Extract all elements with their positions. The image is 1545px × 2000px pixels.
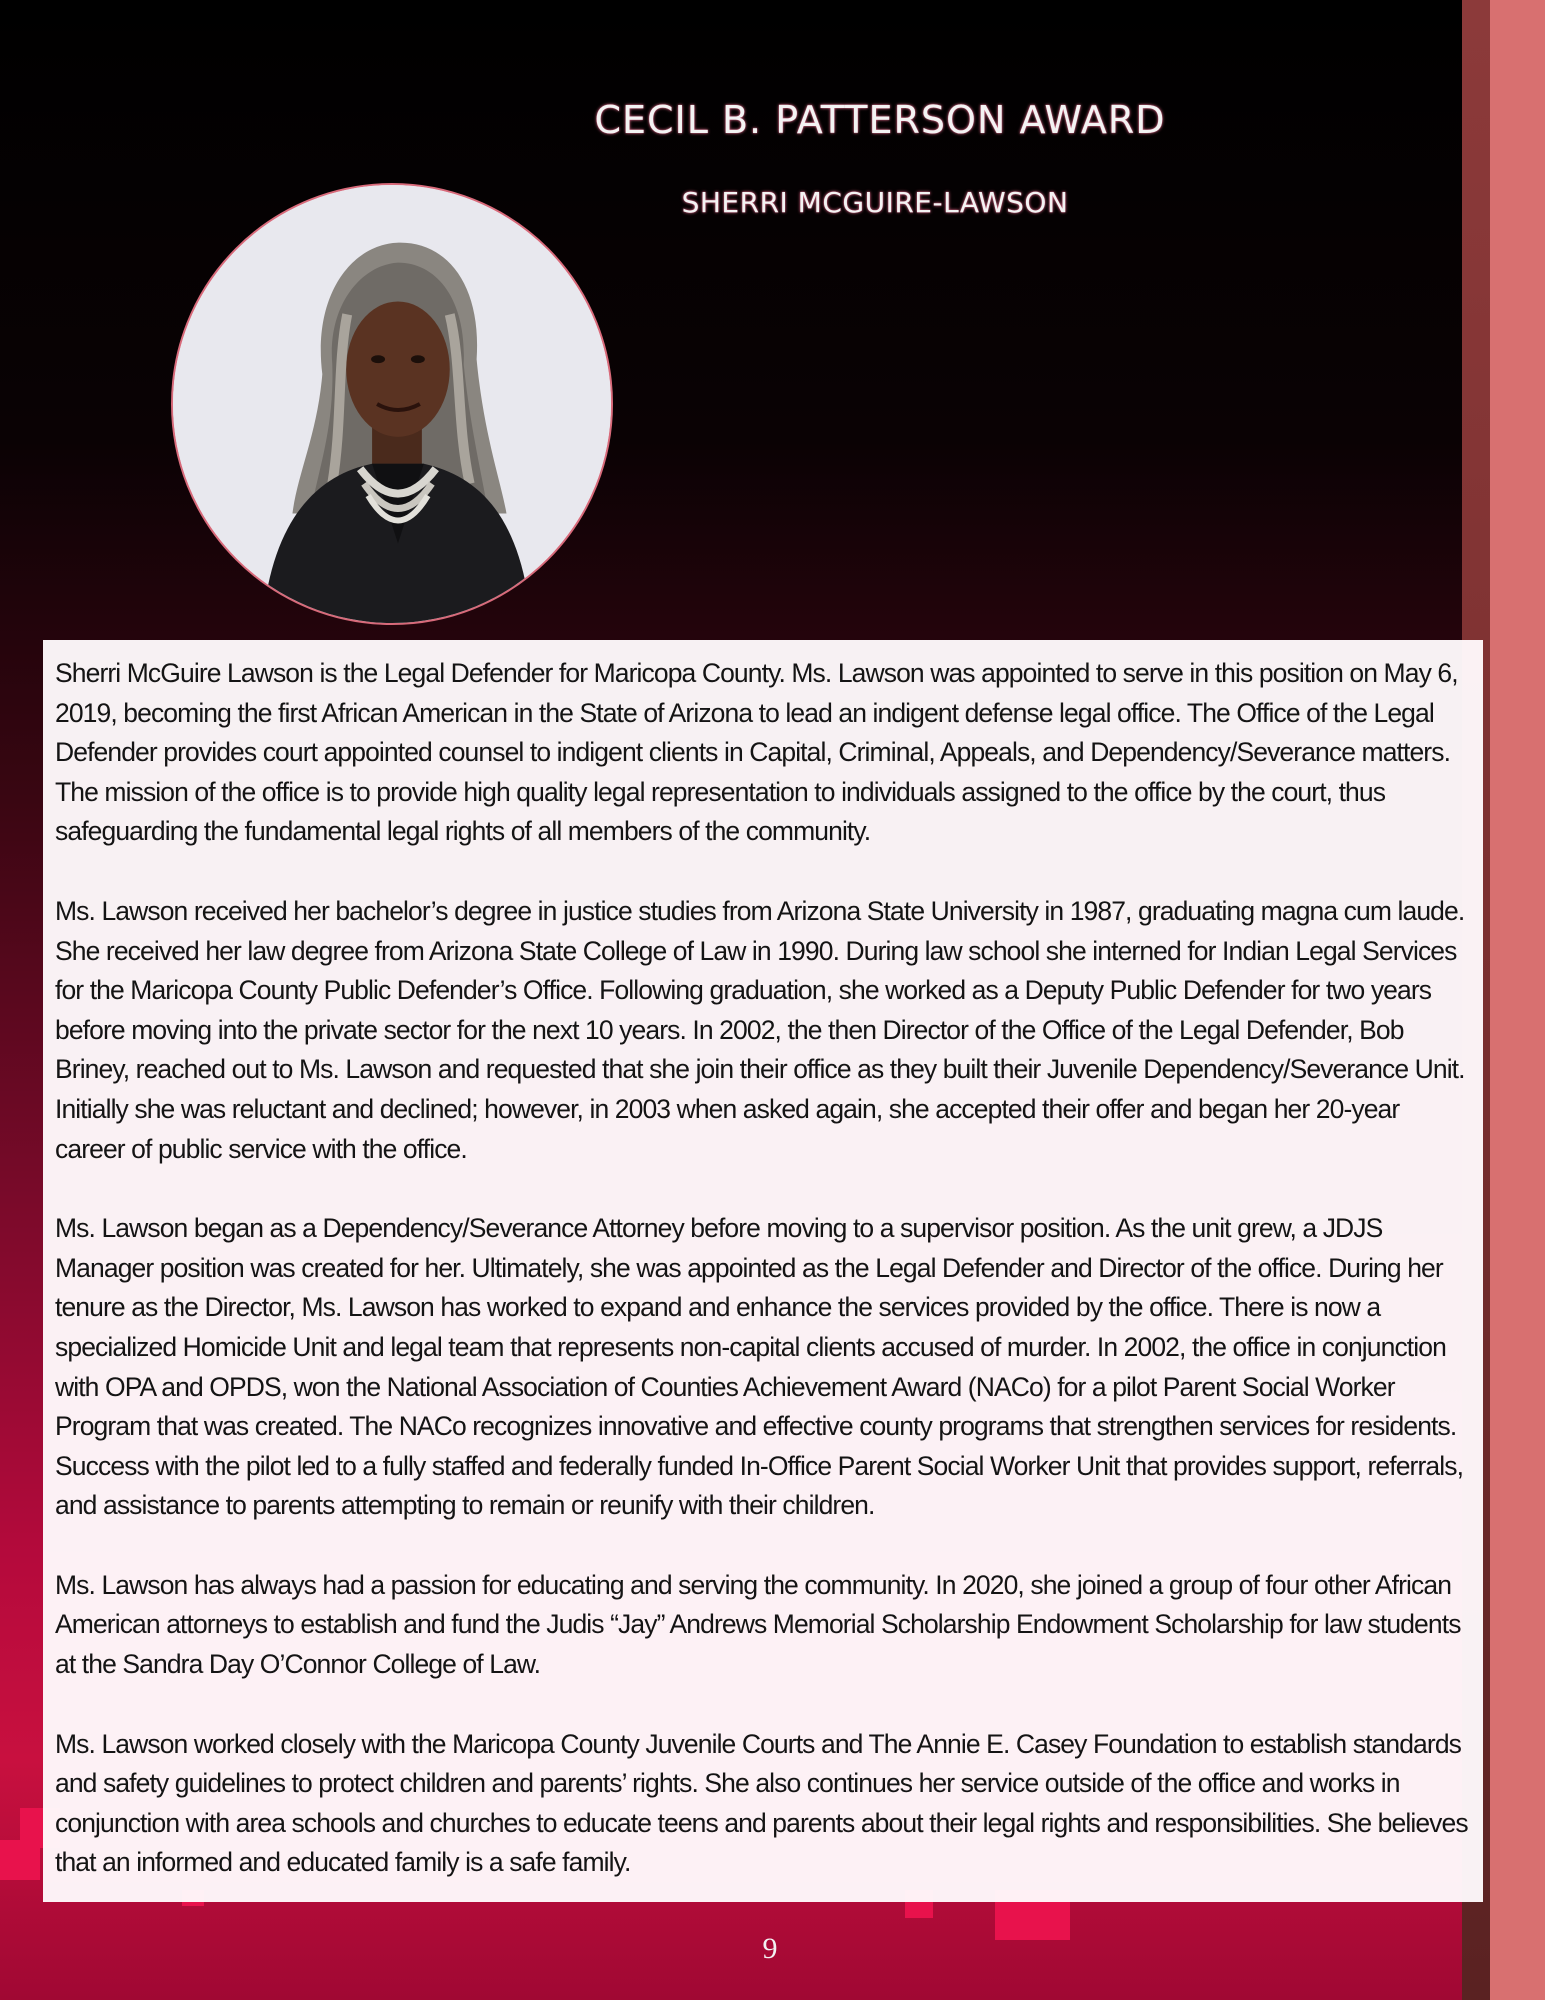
portrait-photo xyxy=(171,183,613,625)
award-title: CECIL B. PATTERSON AWARD xyxy=(594,98,1166,142)
biography-panel xyxy=(43,640,1483,1902)
biography-paragraph: Ms. Lawson worked closely with the Maricopa County Juvenile Courts and The Annie E. Casey Foundation to establish standards and safety guidelines to protect children and parents’ rights. She also continues her service outside of the office and works in conjunction with area schools and churches to educate teens and parents about their legal rights and responsibilities. She believes that an informed and educated family is a safe family. xyxy=(55,1728,1468,1878)
page-number: 9 xyxy=(762,1932,778,1965)
portrait-illustration xyxy=(173,185,611,623)
decorative-pixel xyxy=(0,1840,40,1880)
biography-paragraph: Ms. Lawson has always had a passion for educating and serving the community. In 2020, she joined a group of four other African American attorneys to establish and fund the Judis “Jay” Andrews Memorial Scholarship Endowment Scholarship for law students at the Sandra Day O’Connor College of Law. xyxy=(55,1569,1461,1680)
biography-paragraph: Sherri McGuire Lawson is the Legal Defender for Maricopa County. Ms. Lawson was appointed to serve in this position on May 6, 2019, becoming the first African American in the State of Arizona to lead an indigent defense legal office. The Office of the Legal Defender provides court appointed counsel to indigent clients in Capital, Criminal, Appeals, and Dependency/Severance matters. The mission of the office is to provide high quality legal representation to individuals assigned to the office by the court, thus safeguarding the fundamental legal rights of all members of the community. xyxy=(55,658,1458,847)
biography-paragraph: Ms. Lawson began as a Dependency/Severance Attorney before moving to a supervisor position. As the unit grew, a JDJS Manager position was created for her. Ultimately, she was appointed as the Legal Defender and Director of the office. During her tenure as the Director, Ms. Lawson has worked to expand and enhance the services provided by the office. There is now a specialized Homicide Unit and legal team that represents non-capital clients accused of murder. In 2002, the office in conjunction with OPA and OPDS, won the National Association of Counties Achievement Award (NACo) for a pilot Parent Social Worker Program that was created. The NACo recognizes innovative and effective county programs that strengthen services for residents. Success with the pilot led to a fully staffed and federally funded In-Office Parent Social Worker Unit that provides support, referrals, and assistance to parents attempting to remain or reunify with their children. xyxy=(55,1213,1464,1521)
biography-paragraph: Ms. Lawson received her bachelor’s degree in justice studies from Arizona State University in 1987, graduating magna cum laude. She received her law degree from Arizona State College of Law in 1990. During law school she interned for Indian Legal Services for the Maricopa County Public Defender’s Office. Following graduation, she worked as a Deputy Public Defender for two years before moving into the private sector for the next 10 years. In 2002, the then Director of the Office of the Legal Defender, Bob Briney, reached out to Ms. Lawson and requested that she join their office as they built their Juvenile Dependency/Severance Unit. Initially she was reluctant and declined; however, in 2003 when asked again, she accepted their offer and began her 20-year career of public service with the office. xyxy=(55,895,1465,1164)
right-stripe-light xyxy=(1490,0,1545,2000)
honoree-name: SHERRI MCGUIRE-LAWSON xyxy=(681,186,1069,219)
